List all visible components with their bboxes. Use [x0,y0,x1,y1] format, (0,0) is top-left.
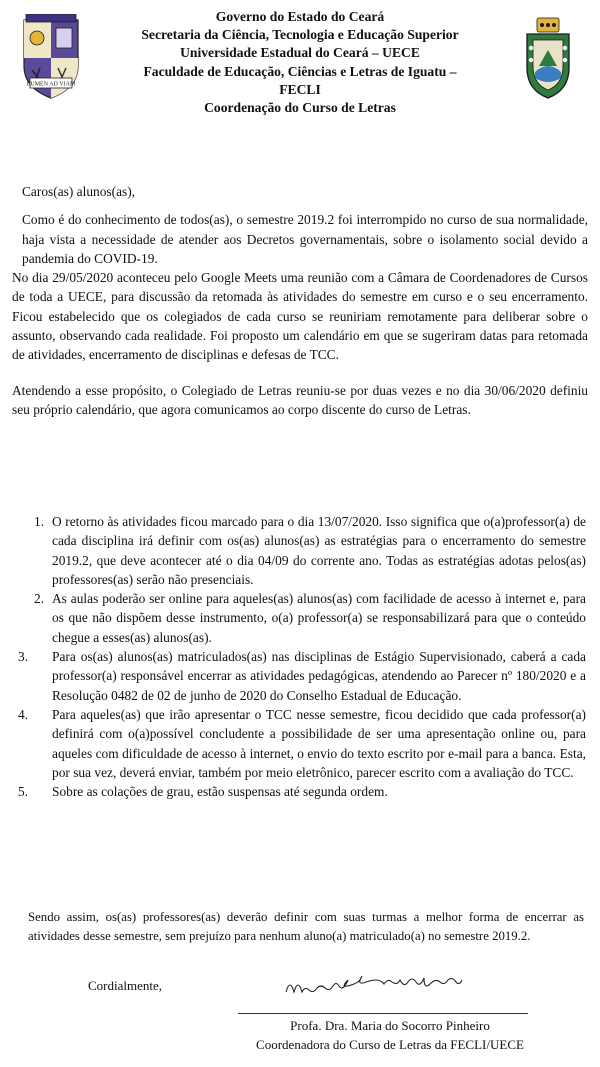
header-line-4: Faculdade de Educação, Ciências e Letras de Iguatu – [143,63,457,79]
signer-block [200,1017,580,1054]
header-line-1: Governo do Estado do Ceará [215,9,385,24]
header-line-5: FECLI [279,81,321,97]
paragraph-1: Como é do conhecimento de todos(as), o semestre 2019.2 foi interrompido no curso de sua normalidade, haja vista a necessidade de atender aos Decretos governamentais, sobre o isolamento social devido a pandemia do COVID-19. [22,212,588,266]
list-number: 1. [34,514,45,529]
header-line-6: Coordenação do Curso de Letras [204,100,396,116]
ceara-coat-of-arms-logo [517,14,579,100]
signer-name: Profa. Dra. Maria do Socorro Pinheiro [290,1018,490,1033]
list-number: 5. [18,784,29,800]
list-item-text: Para os(as) alunos(as) matriculados(as) nas disciplinas de Estágio Supervisionado, caberá a cada professor(a) responsável encerrar as atividades pedagógicas, atendendo ao Parecer nº 180/2020 e a Resolução 0482 de 02 de junho de 2020 do Conselho Estadual de Educação. [52,649,586,703]
list-item-text: As aulas poderão ser online para aqueles(as) alunos(as) com facilidade de acesso à internet e, para os que não dispõem desse instrumento, o(a) professor(a) se responsabilizará para que o conteúdo chegue a esses(as) alunos(as). [52,591,586,645]
list-item-text: Sobre as colações de grau, estão suspensas até segunda ordem. [52,784,388,800]
letterhead [0,0,600,120]
letter-body [12,182,588,419]
header-line-2: Secretaria da Ciência, Tecnologia e Educação Superior [141,27,459,43]
crest-motto: LUMEN AD VIAM [26,81,76,88]
closing-paragraph: Sendo assim, os(as) professores(as) deverão definir com suas turmas a melhor forma de encerrar as atividades desse semestre, sem prejuízo para nenhum aluno(a) matriculado(a) no semestre 2019.2. [28,910,584,943]
list-number: 2. [34,591,45,607]
list-item [12,647,586,705]
list-item [12,512,586,589]
list-item [12,782,586,801]
list-item-text: Para aqueles(as) que irão apresentar o TCC nesse semestre, ficou decidido que cada professor(a) definirá com o(a)possível concludente a possibilidade de ser uma apresentação online ou, para aqueles com dificuldade de acesso à internet, o envio do texto escrito por e-mail para a banca. Esta, por sua vez, deverá enviar, também por meio eletrônico, parecer escrito com a avaliação do TCC. [52,706,586,780]
paragraph-3: Atendendo a esse propósito, o Colegiado de Letras reuniu-se por duas vezes e no dia 30/06/2020 definiu seu próprio calendário, que agora comunicamos ao corpo discente do curso de Letras. [12,382,588,417]
header-line-3: Universidade Estadual do Ceará – UECE [180,45,420,61]
list-number: 3. [18,649,29,665]
list-item [12,705,586,782]
salutation: Caros(as) alunos(as), [22,184,136,199]
paragraph-2: No dia 29/05/2020 aconteceu pelo Google Meets uma reunião com a Câmara de Coordenadores de Cursos de toda a UECE, para discussão da retomada às atividades do semestre em curso e o seu encerramento. Ficou estabelecido que os colegiados de cada curso se reuniriam remotamente para deliberar sobre o assunto, observando cada realidade. Foi proposto um calendário em que se sugeriram datas para retomada de atividades, encerramento de disciplinas e defesas de TCC. [12,270,588,363]
uece-crest-logo [20,14,82,100]
closing-salutation: Cordialmente, [88,978,163,993]
list-number: 4. [18,706,29,722]
signature-line [238,1013,528,1014]
list-item-text: O retorno às atividades ficou marcado para o dia 13/07/2020. Isso significa que o(a)professor(a) de cada disciplina irá definir com os(as) alunos(as) as estratégias para o encerramento do semestre 2019.2, que deve acontecer até o dia 04/09 do corrente ano. Todas as estratégias adotas pelos(as) professores(as) serão não presenciais. [52,514,586,587]
letterhead-text [100,8,500,117]
signer-role: Coordenadora do Curso de Letras da FECLI/UECE [256,1036,524,1052]
handwritten-signature [282,972,514,1006]
decisions-list [12,512,586,801]
list-item [12,589,586,647]
